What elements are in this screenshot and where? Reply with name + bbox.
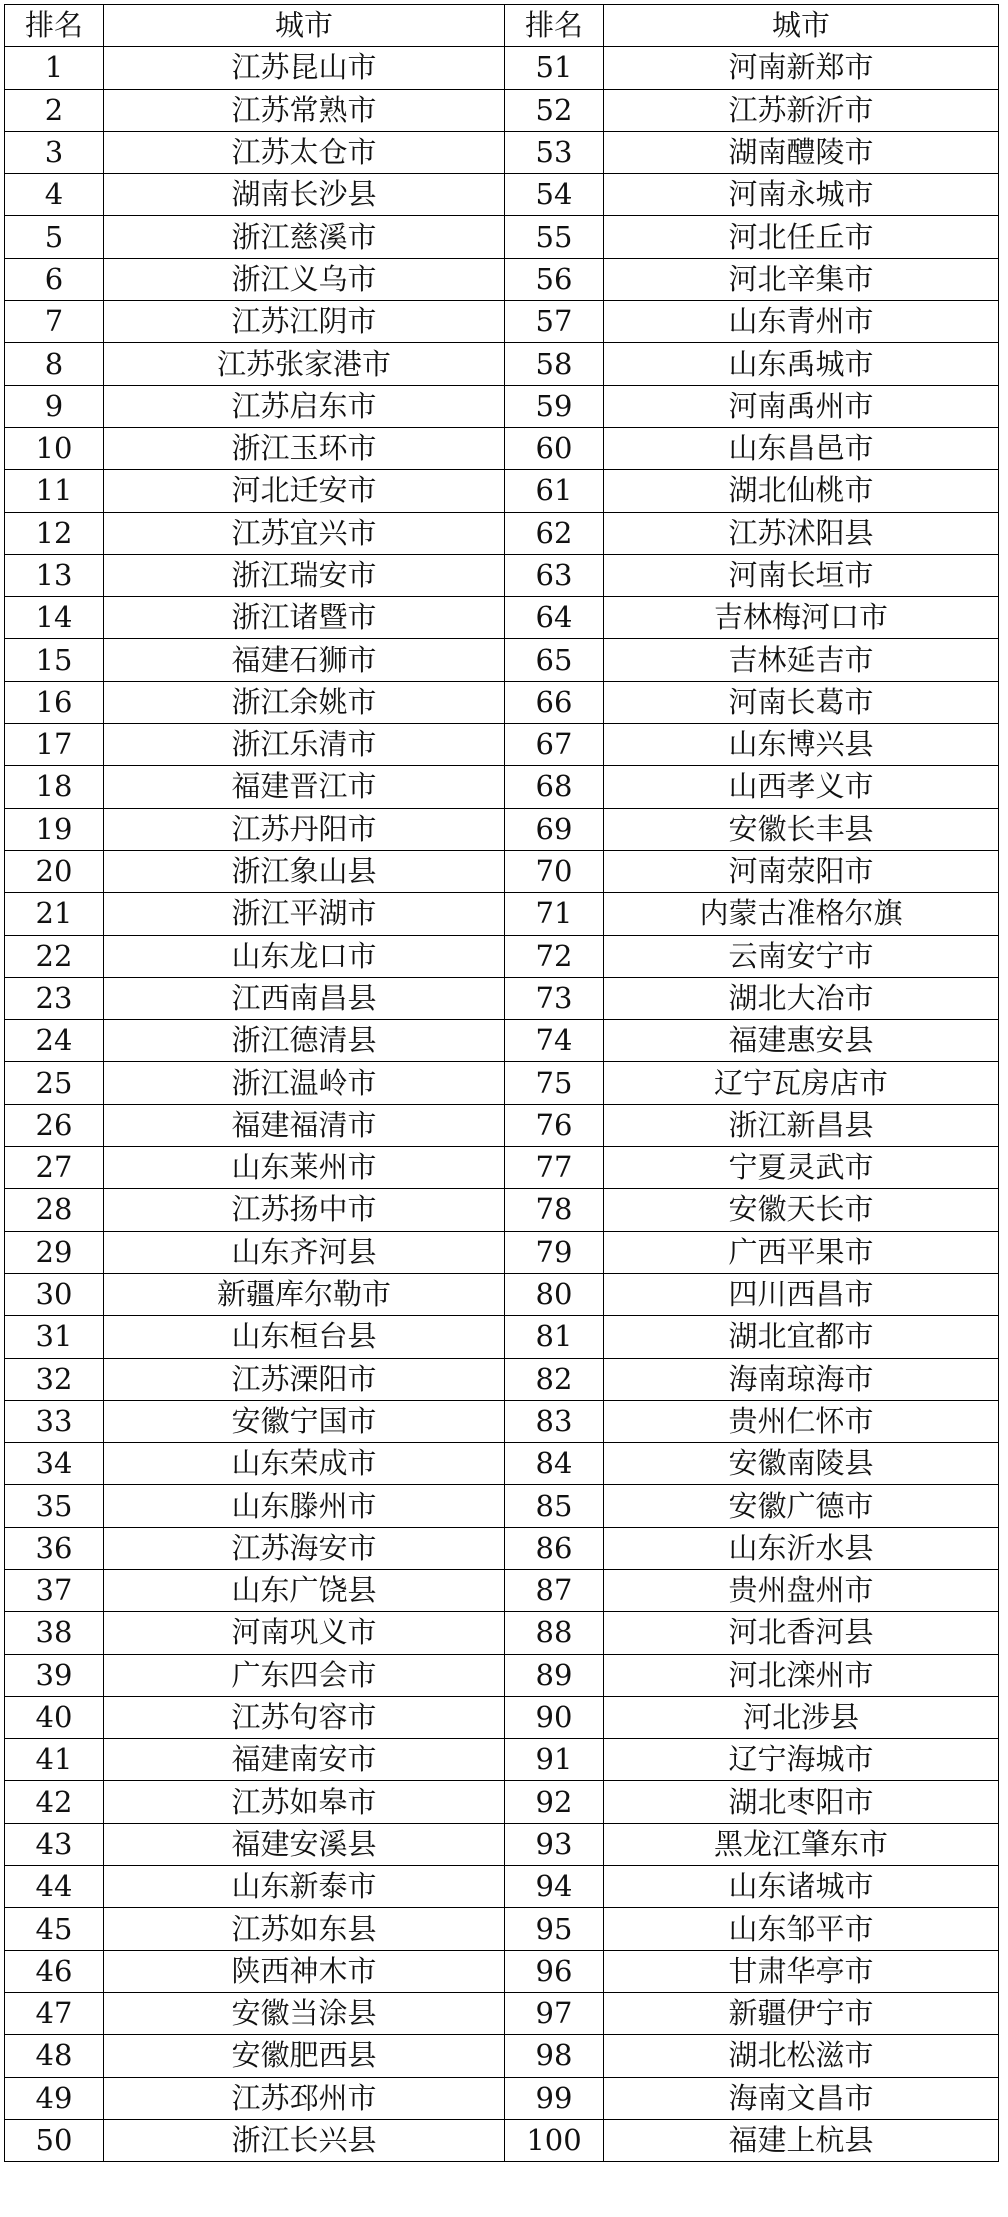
rank-cell-left: 17 [5, 724, 104, 766]
table-row [5, 1062, 999, 1104]
city-cell-left: 江苏邳州市 [104, 2077, 505, 2119]
city-cell-left: 福建晋江市 [104, 766, 505, 808]
city-cell-left: 江苏丹阳市 [104, 808, 505, 850]
rank-cell-left: 34 [5, 1443, 104, 1485]
table-row [5, 258, 999, 300]
city-cell-left: 浙江义乌市 [104, 258, 505, 300]
rank-cell-left: 38 [5, 1612, 104, 1654]
rank-cell-left: 16 [5, 681, 104, 723]
city-cell-left: 山东广饶县 [104, 1569, 505, 1611]
rank-cell-right: 82 [505, 1358, 604, 1400]
rank-cell-left: 43 [5, 1823, 104, 1865]
city-cell-right: 福建上杭县 [604, 2119, 999, 2161]
city-cell-right: 河南长垣市 [604, 554, 999, 596]
city-cell-right: 河南禹州市 [604, 385, 999, 427]
city-cell-left: 江苏如东县 [104, 1908, 505, 1950]
city-cell-right: 湖北大冶市 [604, 977, 999, 1019]
rank-cell-left: 35 [5, 1485, 104, 1527]
city-cell-right: 河北涉县 [604, 1696, 999, 1738]
city-cell-right: 河北香河县 [604, 1612, 999, 1654]
table-row [5, 2035, 999, 2077]
rank-cell-right: 98 [505, 2035, 604, 2077]
table-body [5, 47, 999, 2162]
rank-cell-right: 55 [505, 216, 604, 258]
rank-cell-right: 58 [505, 343, 604, 385]
table-row [5, 1654, 999, 1696]
rank-cell-right: 96 [505, 1950, 604, 1992]
rank-cell-right: 70 [505, 850, 604, 892]
table-row [5, 1950, 999, 1992]
rank-cell-left: 29 [5, 1231, 104, 1273]
rank-cell-left: 32 [5, 1358, 104, 1400]
city-cell-left: 河北迁安市 [104, 470, 505, 512]
rank-cell-right: 79 [505, 1231, 604, 1273]
city-cell-right: 河北滦州市 [604, 1654, 999, 1696]
table-row [5, 2077, 999, 2119]
city-cell-left: 江苏张家港市 [104, 343, 505, 385]
table-row [5, 343, 999, 385]
city-cell-right: 贵州盘州市 [604, 1569, 999, 1611]
rank-cell-right: 73 [505, 977, 604, 1019]
city-cell-left: 福建石狮市 [104, 639, 505, 681]
city-cell-left: 浙江德清县 [104, 1020, 505, 1062]
rank-cell-left: 40 [5, 1696, 104, 1738]
city-column-header-right: 城市 [604, 5, 999, 47]
city-cell-left: 山东桓台县 [104, 1316, 505, 1358]
city-cell-right: 山东禹城市 [604, 343, 999, 385]
rank-cell-right: 97 [505, 1992, 604, 2034]
city-cell-left: 安徽宁国市 [104, 1400, 505, 1442]
rank-cell-right: 57 [505, 301, 604, 343]
table-row [5, 1443, 999, 1485]
rank-cell-left: 47 [5, 1992, 104, 2034]
city-cell-left: 山东龙口市 [104, 935, 505, 977]
table-row [5, 1908, 999, 1950]
rank-cell-right: 80 [505, 1273, 604, 1315]
city-cell-left: 浙江平湖市 [104, 893, 505, 935]
city-cell-right: 宁夏灵武市 [604, 1147, 999, 1189]
city-cell-right: 湖南醴陵市 [604, 131, 999, 173]
rank-column-header-right: 排名 [505, 5, 604, 47]
rank-cell-right: 85 [505, 1485, 604, 1527]
rank-cell-left: 45 [5, 1908, 104, 1950]
rank-cell-left: 8 [5, 343, 104, 385]
table-row [5, 1485, 999, 1527]
city-cell-right: 山东沂水县 [604, 1527, 999, 1569]
rank-cell-left: 44 [5, 1866, 104, 1908]
city-cell-left: 江苏江阴市 [104, 301, 505, 343]
city-cell-left: 江西南昌县 [104, 977, 505, 1019]
city-cell-left: 江苏昆山市 [104, 47, 505, 89]
table-row [5, 1823, 999, 1865]
city-cell-left: 浙江温岭市 [104, 1062, 505, 1104]
city-cell-right: 福建惠安县 [604, 1020, 999, 1062]
table-row [5, 724, 999, 766]
table-row [5, 385, 999, 427]
rank-cell-left: 42 [5, 1781, 104, 1823]
city-cell-left: 江苏海安市 [104, 1527, 505, 1569]
table-row [5, 47, 999, 89]
table-row [5, 893, 999, 935]
table-row [5, 1273, 999, 1315]
table-row [5, 1104, 999, 1146]
city-cell-left: 福建福清市 [104, 1104, 505, 1146]
rank-cell-right: 92 [505, 1781, 604, 1823]
rank-cell-right: 54 [505, 174, 604, 216]
city-cell-left: 新疆库尔勒市 [104, 1273, 505, 1315]
rank-cell-right: 87 [505, 1569, 604, 1611]
table-row [5, 977, 999, 1019]
city-cell-right: 吉林延吉市 [604, 639, 999, 681]
city-cell-right: 海南琼海市 [604, 1358, 999, 1400]
rank-cell-left: 19 [5, 808, 104, 850]
city-cell-right: 湖北仙桃市 [604, 470, 999, 512]
table-row [5, 1612, 999, 1654]
rank-cell-right: 77 [505, 1147, 604, 1189]
city-cell-left: 山东荣成市 [104, 1443, 505, 1485]
table-row [5, 1781, 999, 1823]
rank-cell-right: 76 [505, 1104, 604, 1146]
table-row [5, 89, 999, 131]
city-cell-left: 江苏扬中市 [104, 1189, 505, 1231]
city-cell-left: 江苏溧阳市 [104, 1358, 505, 1400]
rank-cell-left: 21 [5, 893, 104, 935]
city-cell-right: 四川西昌市 [604, 1273, 999, 1315]
city-cell-right: 浙江新昌县 [604, 1104, 999, 1146]
rank-cell-left: 13 [5, 554, 104, 596]
city-cell-left: 浙江余姚市 [104, 681, 505, 723]
city-cell-left: 浙江诸暨市 [104, 597, 505, 639]
rank-cell-right: 61 [505, 470, 604, 512]
city-cell-left: 山东滕州市 [104, 1485, 505, 1527]
rank-cell-left: 24 [5, 1020, 104, 1062]
rank-cell-right: 88 [505, 1612, 604, 1654]
city-cell-right: 河南荥阳市 [604, 850, 999, 892]
table-row [5, 597, 999, 639]
city-cell-right: 山东昌邑市 [604, 427, 999, 469]
rank-cell-right: 56 [505, 258, 604, 300]
city-cell-right: 新疆伊宁市 [604, 1992, 999, 2034]
city-cell-right: 山东邹平市 [604, 1908, 999, 1950]
table-row [5, 427, 999, 469]
city-cell-right: 山东青州市 [604, 301, 999, 343]
rank-cell-right: 60 [505, 427, 604, 469]
city-cell-left: 浙江乐清市 [104, 724, 505, 766]
rank-cell-left: 18 [5, 766, 104, 808]
city-cell-left: 山东齐河县 [104, 1231, 505, 1273]
rank-cell-left: 23 [5, 977, 104, 1019]
table-row [5, 1569, 999, 1611]
rank-cell-left: 30 [5, 1273, 104, 1315]
table-row [5, 1400, 999, 1442]
rank-cell-left: 49 [5, 2077, 104, 2119]
city-cell-left: 浙江瑞安市 [104, 554, 505, 596]
rank-cell-right: 71 [505, 893, 604, 935]
rank-cell-right: 65 [505, 639, 604, 681]
city-cell-right: 山东诸城市 [604, 1866, 999, 1908]
rank-cell-right: 62 [505, 512, 604, 554]
city-cell-left: 浙江象山县 [104, 850, 505, 892]
rank-cell-right: 84 [505, 1443, 604, 1485]
city-cell-right: 安徽长丰县 [604, 808, 999, 850]
city-cell-left: 山东莱州市 [104, 1147, 505, 1189]
table-row [5, 681, 999, 723]
city-cell-left: 陕西神木市 [104, 1950, 505, 1992]
table-row [5, 301, 999, 343]
rank-cell-right: 52 [505, 89, 604, 131]
table-row [5, 935, 999, 977]
city-cell-left: 福建南安市 [104, 1739, 505, 1781]
city-cell-left: 湖南长沙县 [104, 174, 505, 216]
rank-cell-left: 39 [5, 1654, 104, 1696]
city-cell-left: 安徽当涂县 [104, 1992, 505, 2034]
city-cell-right: 江苏沭阳县 [604, 512, 999, 554]
rank-cell-left: 36 [5, 1527, 104, 1569]
rank-cell-right: 51 [505, 47, 604, 89]
city-cell-left: 山东新泰市 [104, 1866, 505, 1908]
rank-cell-left: 48 [5, 2035, 104, 2077]
city-cell-left: 江苏宜兴市 [104, 512, 505, 554]
city-cell-right: 湖北枣阳市 [604, 1781, 999, 1823]
table-row [5, 1020, 999, 1062]
city-cell-left: 河南巩义市 [104, 1612, 505, 1654]
city-cell-right: 云南安宁市 [604, 935, 999, 977]
city-cell-left: 江苏如皋市 [104, 1781, 505, 1823]
rank-cell-left: 20 [5, 850, 104, 892]
rank-cell-right: 89 [505, 1654, 604, 1696]
rank-cell-left: 33 [5, 1400, 104, 1442]
city-cell-right: 河北任丘市 [604, 216, 999, 258]
city-cell-right: 山西孝义市 [604, 766, 999, 808]
city-cell-right: 湖北宜都市 [604, 1316, 999, 1358]
rank-cell-left: 28 [5, 1189, 104, 1231]
table-row [5, 1189, 999, 1231]
rank-cell-right: 91 [505, 1739, 604, 1781]
table-row [5, 639, 999, 681]
city-cell-left: 浙江长兴县 [104, 2119, 505, 2161]
city-cell-right: 辽宁海城市 [604, 1739, 999, 1781]
rank-cell-left: 15 [5, 639, 104, 681]
city-cell-left: 广东四会市 [104, 1654, 505, 1696]
rank-cell-left: 37 [5, 1569, 104, 1611]
city-cell-right: 吉林梅河口市 [604, 597, 999, 639]
rank-cell-left: 5 [5, 216, 104, 258]
rank-cell-right: 66 [505, 681, 604, 723]
city-cell-right: 贵州仁怀市 [604, 1400, 999, 1442]
rank-cell-right: 68 [505, 766, 604, 808]
table-row [5, 470, 999, 512]
rank-cell-right: 64 [505, 597, 604, 639]
rank-cell-left: 6 [5, 258, 104, 300]
table-row [5, 1866, 999, 1908]
rank-cell-right: 95 [505, 1908, 604, 1950]
city-cell-left: 江苏常熟市 [104, 89, 505, 131]
rank-cell-right: 90 [505, 1696, 604, 1738]
rank-cell-left: 31 [5, 1316, 104, 1358]
city-cell-left: 福建安溪县 [104, 1823, 505, 1865]
table-row [5, 174, 999, 216]
table-row [5, 216, 999, 258]
table-row [5, 1316, 999, 1358]
city-cell-right: 海南文昌市 [604, 2077, 999, 2119]
city-cell-right: 湖北松滋市 [604, 2035, 999, 2077]
city-cell-left: 浙江玉环市 [104, 427, 505, 469]
rank-cell-right: 59 [505, 385, 604, 427]
rank-cell-left: 3 [5, 131, 104, 173]
rank-cell-left: 46 [5, 1950, 104, 1992]
rank-cell-right: 67 [505, 724, 604, 766]
table-row [5, 1358, 999, 1400]
rank-cell-right: 74 [505, 1020, 604, 1062]
table-row [5, 131, 999, 173]
city-cell-right: 河南永城市 [604, 174, 999, 216]
rank-cell-left: 9 [5, 385, 104, 427]
rank-cell-left: 10 [5, 427, 104, 469]
rank-cell-left: 12 [5, 512, 104, 554]
rank-cell-right: 83 [505, 1400, 604, 1442]
rank-cell-right: 94 [505, 1866, 604, 1908]
table-row [5, 1147, 999, 1189]
rank-cell-right: 72 [505, 935, 604, 977]
rank-cell-left: 27 [5, 1147, 104, 1189]
city-cell-right: 内蒙古准格尔旗 [604, 893, 999, 935]
rank-cell-right: 63 [505, 554, 604, 596]
city-cell-left: 江苏太仓市 [104, 131, 505, 173]
table-row [5, 766, 999, 808]
city-cell-right: 河北辛集市 [604, 258, 999, 300]
rank-cell-right: 53 [505, 131, 604, 173]
city-cell-right: 河南长葛市 [604, 681, 999, 723]
city-cell-right: 广西平果市 [604, 1231, 999, 1273]
rank-cell-left: 4 [5, 174, 104, 216]
table-row [5, 808, 999, 850]
city-cell-right: 江苏新沂市 [604, 89, 999, 131]
rank-cell-right: 99 [505, 2077, 604, 2119]
ranking-table [4, 4, 999, 2162]
rank-cell-left: 26 [5, 1104, 104, 1146]
table-row [5, 1739, 999, 1781]
rank-cell-left: 50 [5, 2119, 104, 2161]
rank-cell-right: 75 [505, 1062, 604, 1104]
city-cell-right: 山东博兴县 [604, 724, 999, 766]
city-cell-right: 河南新郑市 [604, 47, 999, 89]
rank-cell-right: 100 [505, 2119, 604, 2161]
city-cell-right: 安徽天长市 [604, 1189, 999, 1231]
city-cell-left: 安徽肥西县 [104, 2035, 505, 2077]
city-cell-right: 甘肃华亭市 [604, 1950, 999, 1992]
table-row [5, 2119, 999, 2161]
rank-cell-left: 2 [5, 89, 104, 131]
city-cell-left: 江苏启东市 [104, 385, 505, 427]
rank-cell-left: 25 [5, 1062, 104, 1104]
rank-column-header-left: 排名 [5, 5, 104, 47]
rank-cell-right: 81 [505, 1316, 604, 1358]
rank-cell-right: 69 [505, 808, 604, 850]
city-cell-right: 黑龙江肇东市 [604, 1823, 999, 1865]
rank-cell-right: 93 [505, 1823, 604, 1865]
table-header-row [5, 5, 999, 47]
rank-cell-left: 22 [5, 935, 104, 977]
rank-cell-right: 86 [505, 1527, 604, 1569]
city-cell-right: 辽宁瓦房店市 [604, 1062, 999, 1104]
city-column-header-left: 城市 [104, 5, 505, 47]
table-row [5, 554, 999, 596]
rank-cell-left: 1 [5, 47, 104, 89]
rank-cell-left: 7 [5, 301, 104, 343]
rank-cell-left: 14 [5, 597, 104, 639]
rank-cell-left: 41 [5, 1739, 104, 1781]
table-row [5, 1527, 999, 1569]
rank-cell-left: 11 [5, 470, 104, 512]
table-row [5, 1696, 999, 1738]
table-row [5, 512, 999, 554]
table-row [5, 1992, 999, 2034]
rank-cell-right: 78 [505, 1189, 604, 1231]
table-row [5, 850, 999, 892]
table-row [5, 1231, 999, 1273]
city-cell-left: 浙江慈溪市 [104, 216, 505, 258]
city-cell-right: 安徽广德市 [604, 1485, 999, 1527]
city-cell-left: 江苏句容市 [104, 1696, 505, 1738]
city-cell-right: 安徽南陵县 [604, 1443, 999, 1485]
